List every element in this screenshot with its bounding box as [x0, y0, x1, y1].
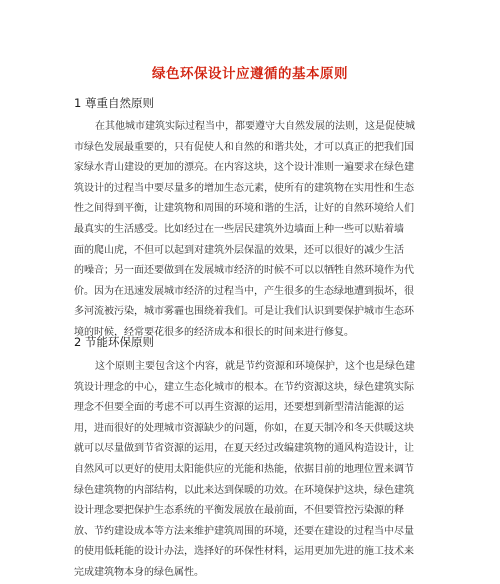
paragraph-line: 面的爬山虎，不但可以起到对建筑外层保温的效果，还可以很好的减少生活: [74, 244, 404, 256]
paragraph-line: 在其他城市建筑实际过程当中，都要遵守大自然发展的法则，这是促使城: [95, 121, 415, 132]
paragraph-line: 价。因为在迅速发展城市经济的过程当中，产生很多的生态绿地遭到损坏，很: [74, 285, 414, 297]
paragraph-line: 放、节约建设成本等方法来维护建筑周围的环境，还要在建设的过程当中尽量: [74, 525, 414, 537]
paragraph-line: 的使用低耗能的设计办法，选择好的环保性材料，运用更加先进的施工技术来: [74, 546, 414, 558]
paragraph-energy-saving: [74, 357, 434, 584]
paragraph-line: 设计理念要把保护生态系统的平衡发展放在最前面，不但要管控污染源的释: [74, 505, 404, 517]
paragraph-line: 家绿水青山建设的更加的漂亮。在内容这块，这个设计准则一遍要求在绿色建: [74, 162, 414, 174]
paragraph-line: 就可以尽量做到节省资源的运用，在夏天经过改编建筑物的通风构造设计，让: [74, 443, 414, 455]
section-heading-respect-nature: 1 尊重自然原则: [74, 96, 154, 110]
paragraph-line: 市绿色发展最重要的，只有促使人和自然的和谐共处，才可以真正的把我们国: [74, 141, 414, 153]
paragraph-line: 理念不但要全面的考虑不可以再生资源的运用，还要想到新型清洁能源的运: [74, 402, 404, 414]
section-heading-energy-saving: 2 节能环保原则: [74, 335, 154, 349]
paragraph-line: 这个原则主要包含这个内容，就是节约资源和环境保护，这个也是绿色建: [95, 361, 415, 372]
paragraph-line: 用，进而很好的处理城市资源缺少的问题，你如，在夏天制冷和冬天供暖这块: [74, 422, 414, 434]
paragraph-line: 性之间得到平衡，让建筑物和周围的环境和谐的生活，让好的自然环境给人们: [74, 203, 414, 215]
paragraph-line: 完成建筑物本身的绿色属性。: [74, 566, 204, 578]
document-title: 绿色环保设计应遵循的基本原则: [152, 66, 348, 82]
paragraph-line: 最真实的生活感受。比如经过在一些居民建筑外边墙面上种一些可以贴着墙: [74, 223, 404, 235]
paragraph-line: 筑设计的过程当中要尽量多的增加生态元素，使所有的建筑物在实用性和生态: [74, 182, 414, 194]
paragraph-line: 自然风可以更好的使用太阳能供应的光能和热能，依据目前的地理位置来调节: [74, 463, 414, 475]
paragraph-respect-nature: [74, 117, 434, 344]
paragraph-line: 境的时候，经常要花很多的经济成本和很长的时间来进行修复。: [74, 326, 354, 338]
paragraph-line: 筑设计理念的中心，建立生态化城市的根本。在节约资源这块，绿色建筑实际: [74, 381, 414, 393]
paragraph-line: 的噪音；另一面还要做到在发展城市经济的时候不可以以牺牲自然环境作为代: [74, 265, 414, 277]
paragraph-line: 绿色建筑物的内部结构，以此来达到保暖的功效。在环境保护这块，绿色建筑: [74, 484, 414, 496]
paragraph-line: 多河流被污染，城市雾霾也围绕着我们。可是让我们认识到要保护城市生态环: [74, 306, 414, 318]
